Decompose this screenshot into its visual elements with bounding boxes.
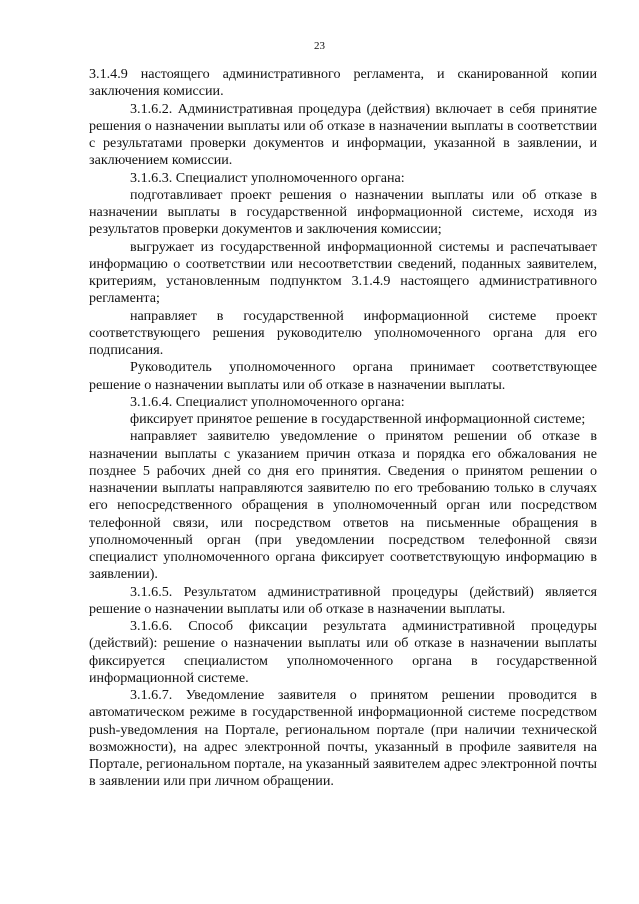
paragraph: 3.1.6.4. Специалист уполномоченного органа: [130, 393, 405, 410]
paragraph: 3.1.6.2. Административная процедура (действия) включает в себя принятие решения о назначении выплаты или об отказе в назначении выплаты в соответствии с результатами проверки документов и информации, указанной в заявлении, и заключением комиссии. [89, 100, 597, 169]
paragraph: Руководитель уполномоченного органа принимает соответствующее решение о назначении выплаты или об отказе в назначении выплаты. [89, 359, 597, 393]
paragraph: выгружает из государственной информационной системы и распечатывает информацию о соответствии или несоответствии сведений, поданных заявителем, критериям, установленным подпунктом 3.1.4.9 настоящего административного регламента; [89, 238, 597, 307]
page-number: 23 [314, 40, 325, 52]
paragraph: направляет в государственной информационной системе проект соответствующего решения руководителю уполномоченного органа для его подписания. [89, 307, 597, 358]
paragraph: 3.1.6.6. Способ фиксации результата административной процедуры (действий): решение о назначении выплаты или об отказе в назначении выплаты фиксируется специалистом уполномоченного органа в государственной информационной системе. [89, 618, 597, 686]
paragraph: 3.1.4.9 настоящего административного регламента, и сканированной копии заключения комиссии. [89, 66, 597, 100]
paragraph: фиксирует принятое решение в государственной информационной системе; [130, 411, 586, 427]
paragraph: направляет заявителю уведомление о принятом решении об отказе в назначении выплаты с указанием причин отказа и порядка его обжалования не позднее 5 рабочих дней со дня его принятия. Сведения о принятом решении о назначении выплаты направляются заявителю по его требованию только в случаях его непосредственного обращения в уполномоченный орган или посредством телефонной связи, или посредством ответов на письменные обращения в уполномоченный орган (при уведомлении посредством телефонной связи специалист уполномоченного органа фиксирует соответствующую информацию в заявлении). [89, 428, 597, 583]
paragraph: 3.1.6.5. Результатом административной процедуры (действий) является решение о назначении выплаты или об отказе в назначении выплаты. [89, 583, 597, 617]
paragraph: подготавливает проект решения о назначении выплаты или об отказе в назначении выплаты в государственной информационной системе, исходя из результатов проверки документов и заключения комиссии; [89, 186, 597, 238]
paragraph: 3.1.6.7. Уведомление заявителя о принятом решении проводится в автоматическом режиме в государственной информационной системе посредством push-уведомления на Портале, региональном портале (при наличии технической возможности), на адрес электронной почты, указанный в профиле заявителя на Портале, региональном портале, на указанный заявителем адрес электронной почты в заявлении или при личном обращении. [89, 687, 597, 790]
paragraph: 3.1.6.3. Специалист уполномоченного органа: [130, 169, 405, 186]
page-content [89, 66, 597, 791]
